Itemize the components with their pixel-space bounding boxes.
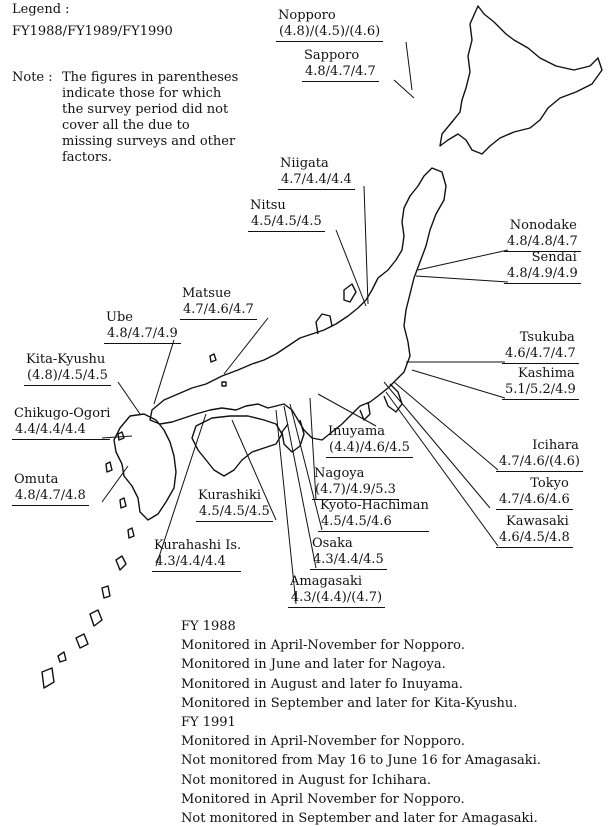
legend: [12, 2, 173, 39]
city-values: 4.8/4.7/4.9: [104, 326, 181, 344]
footnote-line: Monitored in August and later fo Inuyama.: [181, 676, 463, 692]
city-name: Tsukuba: [519, 330, 575, 345]
leader-sendai: [416, 276, 508, 282]
legend-title: Legend :: [12, 2, 70, 17]
city-name: Nopporo: [278, 8, 336, 23]
city-label-matsue: [180, 286, 257, 320]
city-label-sapporo: [302, 48, 379, 82]
city-values: 4.7/4.4/4.4: [278, 172, 355, 190]
city-values: 4.5/4.5/4.5: [248, 214, 325, 232]
city-label-ube: [104, 310, 181, 344]
city-name: Tokyo: [530, 476, 569, 491]
city-label-amagasaki: [288, 574, 385, 608]
footnote-line: FY 1991: [181, 715, 236, 731]
city-label-osaka: [310, 536, 387, 570]
footnote-line: Not monitored in September and later for Amagasaki.: [181, 811, 538, 826]
note: [12, 70, 242, 166]
note-text: The figures in parentheses indicate those for which the survey period did not cover all the due to missing surveys and other factors.: [62, 70, 239, 165]
leader-kita-kyushu: [118, 382, 140, 414]
city-name: Kurashiki: [198, 488, 262, 503]
city-label-niigata: [278, 156, 355, 190]
footnote-line: FY 1988: [181, 619, 236, 634]
shikoku-outline: [192, 416, 282, 476]
city-values: 4.8/4.7/4.7: [302, 64, 379, 82]
footnote-line: Not monitored in August for Ichihara.: [181, 772, 431, 788]
city-values: 4.5/4.5/4.6: [318, 514, 429, 532]
city-label-kawasaki: [496, 514, 573, 548]
city-name: Inuyama: [328, 424, 386, 439]
city-values: (4.7)/4.9/5.3: [312, 482, 399, 500]
legend-text: FY1988/FY1989/FY1990: [12, 24, 173, 39]
city-values: 4.3/4.4/4.4: [152, 554, 241, 572]
city-label-kurahashi: [152, 538, 241, 572]
leader-nonodake: [418, 250, 508, 270]
city-name: Nitsu: [250, 198, 286, 213]
leader-nopporo: [406, 42, 412, 90]
city-name: Nonodake: [509, 218, 577, 233]
footnote-line: Monitored in April-November for Nopporo.: [181, 734, 465, 750]
city-name: Amagasaki: [290, 574, 362, 589]
city-name: Kurahashi Is.: [154, 538, 242, 553]
city-label-nitsu: [248, 198, 325, 232]
city-name: Matsue: [182, 286, 232, 301]
footnote-line: Monitored in June and later for Nagoya.: [181, 657, 446, 673]
city-name: Osaka: [312, 536, 353, 551]
city-values: 4.7/4.6/4.6: [496, 492, 573, 510]
leader-niigata: [364, 186, 368, 304]
footnote-line: Not monitored from May 16 to June 16 for Amagasaki.: [181, 753, 541, 769]
city-label-nopporo: [276, 8, 383, 42]
city-label-kashima: [502, 366, 579, 400]
city-name: Sapporo: [304, 48, 360, 63]
city-label-tokyo: [496, 476, 573, 510]
hokkaido-outline: [440, 6, 602, 154]
city-label-sendai: [504, 250, 581, 284]
city-values: 4.7/4.6/(4.6): [496, 454, 583, 472]
city-label-nonodake: [504, 218, 581, 252]
city-name: Ube: [106, 310, 133, 325]
city-values: 4.5/4.5/4.5: [196, 504, 273, 522]
city-name: Kawasaki: [505, 514, 569, 529]
leader-ube: [154, 340, 174, 404]
city-label-kita-kyushu: [24, 352, 111, 386]
city-values: 4.3/(4.4)/(4.7): [288, 590, 385, 608]
note-label: Note :: [12, 70, 53, 85]
city-name: Omuta: [14, 472, 59, 487]
city-label-nagoya: [312, 466, 399, 500]
city-label-omuta: [12, 472, 89, 506]
city-values: 5.1/5.2/4.9: [502, 382, 579, 400]
city-values: 4.3/4.4/4.5: [310, 552, 387, 570]
city-name: Sendai: [531, 250, 577, 265]
city-values: (4.8)/4.5/4.5: [24, 368, 111, 386]
city-values: 4.8/4.8/4.7: [504, 234, 581, 252]
city-name: Nagoya: [314, 466, 365, 481]
city-label-tsukuba: [502, 330, 579, 364]
footnotes: [181, 617, 541, 826]
leader-kashima: [412, 370, 505, 398]
city-label-chikugo-ogori: [12, 406, 110, 440]
city-label-kurashiki: [196, 488, 273, 522]
kyushu-outline: [114, 414, 176, 520]
city-values: 4.8/4.7/4.8: [12, 488, 89, 506]
city-values: 4.4/4.4/4.4: [12, 422, 110, 440]
city-values: (4.4)/4.6/4.5: [326, 440, 413, 458]
city-values: 4.6/4.7/4.7: [502, 346, 579, 364]
city-values: 4.6/4.5/4.8: [496, 530, 573, 548]
city-name: Kashima: [518, 366, 575, 381]
footnote-line: Monitored in April November for Nopporo.: [181, 791, 465, 807]
leader-matsue: [224, 318, 268, 374]
city-name: Kita-Kyushu: [26, 352, 106, 367]
city-name: Chikugo-Ogori: [14, 406, 111, 421]
city-name: Niigata: [280, 156, 329, 171]
city-label-inuyama: [326, 424, 413, 458]
footnote-line: Monitored in April-November for Nopporo.: [181, 638, 465, 654]
footnote-line: Monitored in September and later for Kita-Kyushu.: [181, 695, 518, 711]
city-values: 4.7/4.6/4.7: [180, 302, 257, 320]
city-values: (4.8)/(4.5)/(4.6): [276, 24, 383, 42]
city-name: Icihara: [532, 438, 579, 453]
city-label-icihara: [496, 438, 583, 472]
city-values: 4.8/4.9/4.9: [504, 266, 581, 284]
leader-omuta: [102, 466, 128, 502]
city-label-kyoto-hachiman: [318, 498, 429, 532]
leader-nitsu: [336, 230, 366, 306]
leader-inuyama: [318, 394, 376, 426]
city-name: Kyoto-Hachiman: [320, 498, 429, 513]
